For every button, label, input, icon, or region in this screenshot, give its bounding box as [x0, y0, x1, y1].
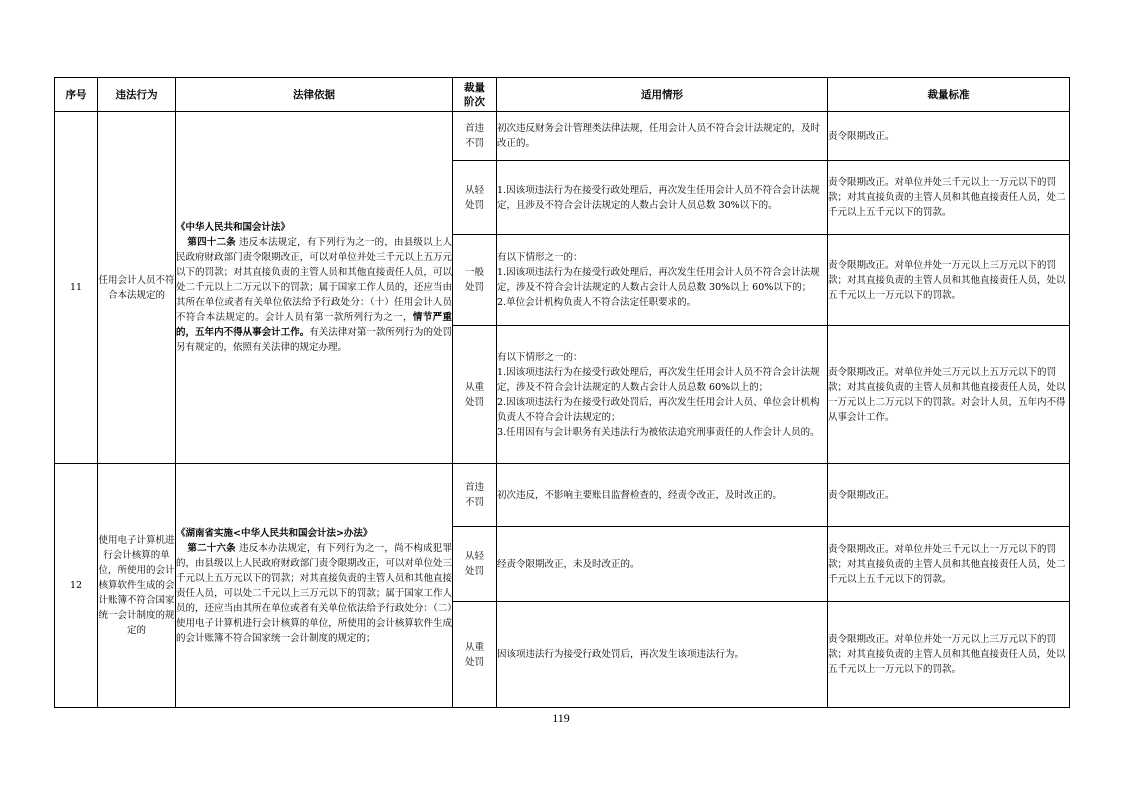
law-text: 违反本法规定，有下列行为之一的，由县级以上人民政府财政部门责令限期改正，可以对单位并处三千元以上五万元以下的罚款；对其直接负责的主管人员和其他直接责任人员，可以处二千元以上二万元以下的罚款；属于国家工作人员的，还应当由其所在单位或者有关单位依法给予行政处分：（十）任用会计人员不符合本法规定的。会计人员有第一款所列行为之一，: [176, 237, 452, 323]
table-row: [55, 112, 1070, 161]
situation-cell: 初次违反，不影响主要账目监督检查的，经责令改正，及时改正的。: [497, 464, 828, 527]
row-number: 12: [55, 464, 98, 708]
level-label: 从轻 处罚: [453, 527, 497, 602]
legal-basis: [176, 464, 453, 708]
law-title: 《中华人民共和国会计法》: [176, 222, 291, 233]
level-label: 从轻 处罚: [453, 161, 497, 235]
situation-cell: 1.因该项违法行为在接受行政处理后，再次发生任用会计人员不符合会计法规定，且涉及不符合会计法规定的人数占会计人员总数 30%以下的。: [497, 161, 828, 235]
page-number: 119: [552, 711, 570, 725]
situation-cell: 有以下情形之一的： 1.因该项违法行为在接受行政处理后，再次发生任用会计人员不符合会计法规定，涉及不符合会计法规定的人数占会计人员总数 60%以上的； 2.因该项违法行为在接受行政处罚后，再次发生任用会计人员、单位会计机构负责人不符合会计法规定的； 3.任用因有与会计职务有关违法行为被依法追究刑事责任的人作会计人员的。: [497, 326, 828, 464]
situation-cell: 经责令限期改正，未及时改正的。: [497, 527, 828, 602]
law-text: 违反本办法规定，有下列行为之一，尚不构成犯罪的，由县级以上人民政府财政部门责令限期改正，可以对单位处三千元以上五万元以下的罚款；对其直接负责的主管人员和其他直接责任人员，可以处二千元以上三万元以下的罚款；属于国家工作人员的，还应当由其所在单位或者有关单位依法给予行政处分：（二）使用电子计算机进行会计核算的单位，所使用的会计核算软件生成的会计账簿不符合国家统一会计制度的规定的；: [176, 542, 452, 644]
row-number: 11: [55, 112, 98, 464]
standard-cell: 责令限期改正。对单位并处三万元以上五万元以下的罚款；对其直接负责的主管人员和其他直接责任人员，处以一万元以上二万元以下的罚款。对会计人员，五年内不得从事会计工作。: [828, 326, 1070, 464]
header-situation: 适用情形: [497, 78, 828, 112]
table-row: [55, 464, 1070, 527]
header-standard: 裁量标准: [828, 78, 1070, 112]
standard-cell: 责令限期改正。对单位并处一万元以上三万元以下的罚款；对其直接负责的主管人员和其他直接责任人员，处以五千元以上一万元以下的罚款。: [828, 602, 1070, 708]
table-header-row: [55, 78, 1070, 112]
law-article: 第二十六条: [187, 542, 236, 554]
level-label: 从重 处罚: [453, 326, 497, 464]
header-basis: 法律依据: [176, 78, 453, 112]
violation-act: 使用电子计算机进行会计核算的单位，所使用的会计核算软件生成的会计账簿不符合国家统一会计制度的规定的: [98, 464, 176, 708]
law-text-end: 有关法律对第一款所列行为的处罚另有规定的，依照有关法律的规定办理。: [176, 327, 452, 353]
standard-cell: 责令限期改正。: [828, 464, 1070, 527]
penalty-discretion-table: [54, 77, 1070, 708]
law-title: 《湖南省实施<中华人民共和国会计法>办法》: [176, 527, 373, 539]
standard-cell: 责令限期改正。: [828, 112, 1070, 161]
situation-cell: 初次违反财务会计管理类法律法规，任用会计人员不符合会计法规定的，及时改正的。: [497, 112, 828, 161]
header-level-line2: 阶次: [464, 95, 485, 108]
header-act: 违法行为: [98, 78, 176, 112]
level-label: 一般 处罚: [453, 235, 497, 326]
violation-act: 任用会计人员不符合本法规定的: [98, 112, 176, 464]
law-text-bold: 情节严重的，五年内不得从事会计工作。: [176, 312, 452, 338]
standard-cell: 责令限期改正。对单位并处一万元以上三万元以下的罚款；对其直接负责的主管人员和其他直接责任人员，处以五千元以上一万元以下的罚款。: [828, 235, 1070, 326]
standard-cell: 责令限期改正。对单位并处三千元以上一万元以下的罚款；对其直接负责的主管人员和其他直接责任人员，处二千元以上五千元以下的罚款。: [828, 527, 1070, 602]
header-no: 序号: [55, 78, 98, 112]
legal-basis: [176, 112, 453, 464]
level-label: 首违 不罚: [453, 112, 497, 161]
situation-cell: 有以下情形之一的： 1.因该项违法行为在接受行政处理后，再次发生任用会计人员不符合会计法规定，涉及不符合会计法规定的人数占会计人员总数 30%以上 60%以下的； 2.单位会计机构负责人不符合法定任职要求的。: [497, 235, 828, 326]
level-label: 从重 处罚: [453, 602, 497, 708]
header-level-line1: 裁量: [464, 81, 485, 94]
situation-cell: 因该项违法行为接受行政处罚后，再次发生该项违法行为。: [497, 602, 828, 708]
law-article: 第四十二条: [187, 237, 236, 248]
standard-cell: 责令限期改正。对单位并处三千元以上一万元以下的罚款；对其直接负责的主管人员和其他直接责任人员，处二千元以上五千元以下的罚款。: [828, 161, 1070, 235]
header-level: [453, 78, 497, 112]
level-label: 首违 不罚: [453, 464, 497, 527]
